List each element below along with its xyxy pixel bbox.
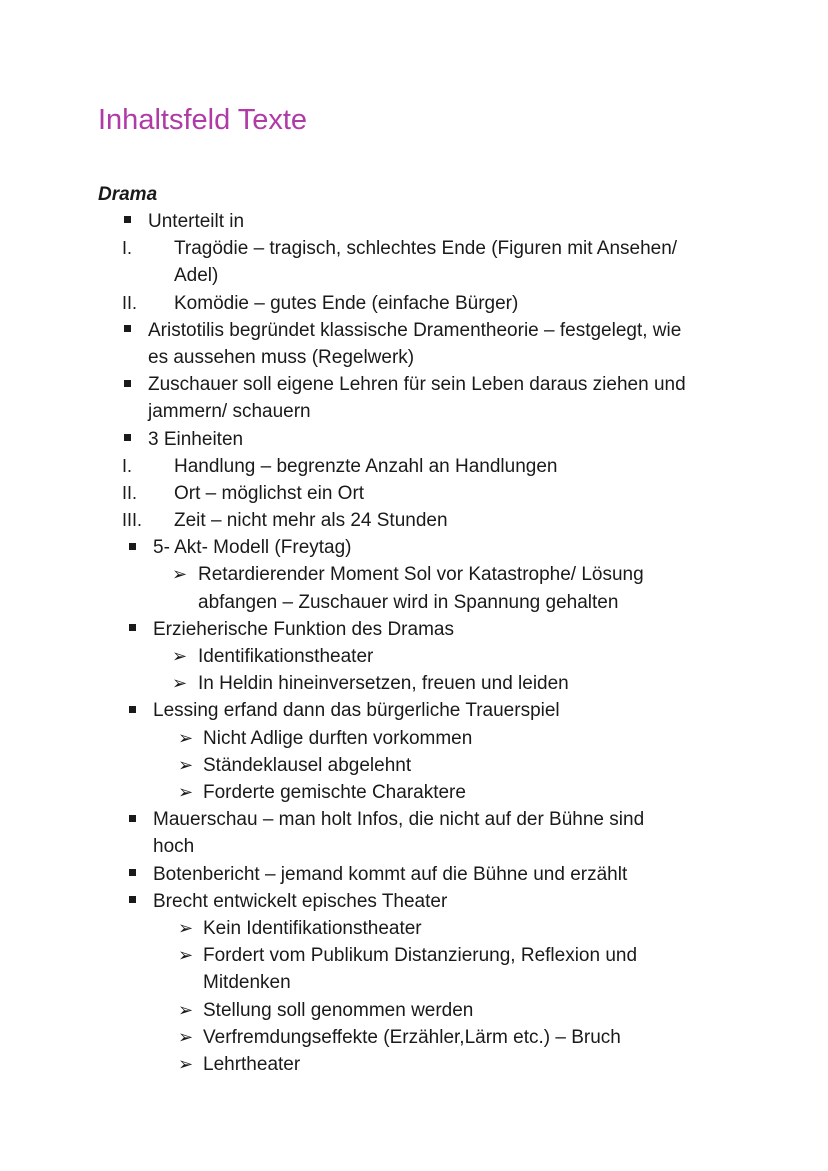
list-item-text: 5- Akt- Modell (Freytag): [153, 537, 352, 559]
list-item: [0, 235, 828, 289]
list-item: [0, 915, 828, 942]
list-item-text: In Heldin hineinversetzen, freuen und leiden: [198, 673, 569, 695]
list-item-text: Ständeklausel abgelehnt: [203, 754, 412, 776]
roman-numeral: I.: [122, 455, 133, 476]
list-item-text: Unterteilt in: [148, 211, 245, 232]
list-item-text: Identifikationstheater: [198, 646, 374, 668]
arrow-bullet-icon: ➢: [178, 1053, 194, 1074]
list-item-text: Kein Identifikationstheater: [203, 917, 422, 939]
list-item: [0, 861, 828, 888]
list-item: [0, 1051, 828, 1078]
square-bullet-icon: [129, 534, 136, 561]
square-bullet-icon: [129, 616, 136, 643]
list-item: [0, 779, 828, 806]
list-item-text: 3 Einheiten: [148, 428, 244, 450]
square-bullet-icon: [129, 861, 136, 888]
notes-list: [0, 208, 828, 1078]
roman-numeral: II.: [122, 292, 138, 313]
roman-numeral: II.: [122, 482, 138, 503]
list-item: [0, 725, 828, 752]
list-item: [0, 888, 828, 915]
list-item: [0, 806, 828, 860]
list-item: [0, 697, 828, 724]
list-item: [0, 752, 828, 779]
list-item-text: Lessing erfand dann das bürgerliche Trauerspiel: [153, 700, 560, 722]
list-item-text: Verfremdungseffekte (Erzähler,Lärm etc.) – Bruch: [203, 1026, 621, 1048]
roman-numeral: III.: [122, 510, 143, 531]
square-bullet-icon: [129, 697, 136, 724]
list-item-text: Tragödie – tragisch, schlechtes Ende (Figuren mit Ansehen/: [174, 238, 678, 260]
list-item: [0, 561, 828, 615]
list-item-text: Komödie – gutes Ende (einfache Bürger): [174, 292, 519, 314]
list-item-text: Botenbericht – jemand kommt auf die Bühne und erzählt: [153, 863, 628, 885]
list-item: [0, 1024, 828, 1051]
square-bullet-icon: [124, 208, 131, 235]
list-item-text: Mauerschau – man holt Infos, die nicht auf der Bühne sind: [153, 809, 645, 831]
list-item-text: Adel): [174, 265, 219, 287]
list-item-text: Stellung soll genommen werden: [203, 999, 474, 1021]
list-item-text: Nicht Adlige durften vorkommen: [203, 727, 473, 749]
list-item-text: es aussehen muss (Regelwerk): [148, 346, 415, 368]
list-item: [0, 997, 828, 1024]
list-item-text: Erzieherische Funktion des Dramas: [153, 618, 454, 640]
square-bullet-icon: [129, 806, 136, 833]
list-item-text: hoch: [153, 836, 195, 858]
arrow-bullet-icon: ➢: [172, 564, 188, 585]
arrow-bullet-icon: ➢: [178, 782, 194, 802]
list-item-text: Ort – möglichst ein Ort: [174, 482, 365, 504]
list-item: [0, 208, 828, 235]
list-item: [0, 290, 828, 317]
roman-numeral: I.: [122, 238, 133, 259]
list-item: [0, 426, 828, 453]
list-item: [0, 371, 828, 425]
list-item-text: abfangen – Zuschauer wird in Spannung gehalten: [198, 591, 619, 613]
list-item: [0, 480, 828, 507]
list-item: [0, 507, 828, 534]
list-item-text: Zeit – nicht mehr als 24 Stunden: [174, 510, 448, 532]
list-item: [0, 643, 828, 670]
square-bullet-icon: [129, 888, 136, 915]
list-item: [0, 670, 828, 697]
arrow-bullet-icon: ➢: [172, 646, 188, 667]
square-bullet-icon: [124, 371, 131, 398]
list-item: [0, 317, 828, 371]
square-bullet-icon: [124, 317, 131, 344]
list-item-text: Forderte gemischte Charaktere: [203, 782, 466, 803]
arrow-bullet-icon: ➢: [178, 945, 194, 966]
list-item-text: Fordert vom Publikum Distanzierung, Reflexion und: [203, 945, 638, 967]
list-item-text: Brecht entwickelt episches Theater: [153, 890, 448, 912]
section-heading: Drama: [98, 184, 158, 205]
list-item-text: Zuschauer soll eigene Lehren für sein Leben daraus ziehen und: [148, 374, 686, 396]
list-item-text: Aristotilis begründet klassische Dramentheorie – festgelegt, wie: [148, 319, 682, 341]
list-item-text: Lehrtheater: [203, 1053, 301, 1075]
list-item: [0, 942, 828, 996]
arrow-bullet-icon: ➢: [178, 999, 194, 1020]
list-item: [0, 453, 828, 480]
list-item: [0, 534, 828, 561]
arrow-bullet-icon: ➢: [178, 917, 194, 938]
arrow-bullet-icon: ➢: [178, 754, 194, 775]
list-item-text: Handlung – begrenzte Anzahl an Handlungen: [174, 455, 558, 477]
arrow-bullet-icon: ➢: [178, 727, 194, 748]
list-item-text: jammern/ schauern: [148, 401, 311, 423]
arrow-bullet-icon: ➢: [178, 1026, 194, 1047]
list-item-text: Mitdenken: [203, 972, 291, 994]
square-bullet-icon: [124, 426, 131, 453]
list-item-text: Retardierender Moment Sol vor Katastrophe/ Lösung: [198, 564, 644, 586]
page-title: Inhaltsfeld Texte: [98, 104, 308, 136]
list-item: [0, 616, 828, 643]
arrow-bullet-icon: ➢: [172, 673, 188, 694]
